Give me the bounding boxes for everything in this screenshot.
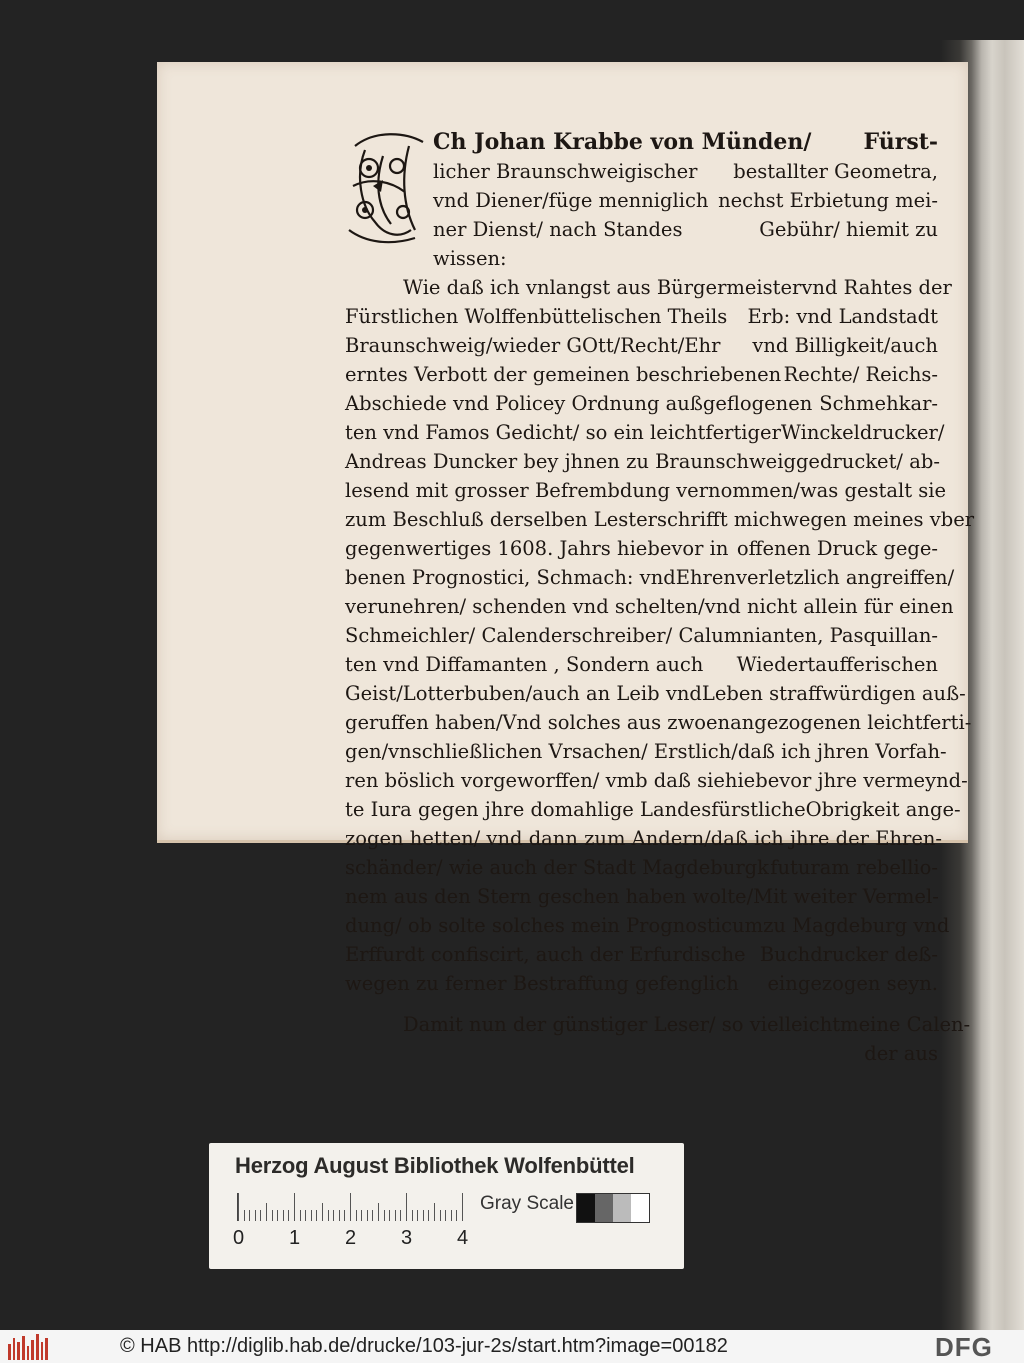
ruler-tick xyxy=(451,1210,452,1221)
ruler-tick xyxy=(272,1210,273,1221)
ruler-tick xyxy=(333,1210,334,1221)
ruler-tick xyxy=(428,1210,429,1221)
text-line xyxy=(345,621,938,650)
text-line xyxy=(345,302,938,331)
text-segment: Rechte/ Reichs- xyxy=(783,363,938,386)
text-segment: Mit weiter Vermel- xyxy=(753,885,939,908)
text-segment: wissen: xyxy=(433,247,507,270)
text-segment: Braunschweig/wieder GOtt/Recht/Ehr xyxy=(345,334,721,357)
text-segment: wegen zu ferner Bestraffung gefenglich xyxy=(345,972,739,995)
text-line xyxy=(345,679,966,708)
ruler-tick xyxy=(372,1210,373,1221)
ruler-tick xyxy=(384,1210,385,1221)
ruler-tick xyxy=(417,1210,418,1221)
text-segment: vnd nicht allein für einen xyxy=(704,595,954,618)
ruler-tick xyxy=(294,1193,295,1221)
closing-paragraph xyxy=(345,1010,971,1068)
logo-bar xyxy=(13,1338,16,1360)
library-label xyxy=(209,1143,684,1269)
text-segment: bestallter Geometra, xyxy=(733,160,938,183)
text-segment: wegen meines vber xyxy=(782,508,975,531)
copyright-link[interactable]: © HAB http://diglib.hab.de/drucke/103-jur-2s/start.htm?image=00182 xyxy=(120,1335,728,1357)
book-edge xyxy=(960,40,1024,1330)
text-segment: gedrucket/ ab- xyxy=(795,450,940,473)
ruler-tick xyxy=(339,1210,340,1221)
ruler-tick xyxy=(395,1210,396,1221)
text-segment: Calumnianten, Pasquillan- xyxy=(678,624,938,647)
text-segment: Abschiede vnd Policey Ordnung außgeflogenen xyxy=(345,392,813,415)
logo-bar xyxy=(31,1340,34,1360)
text-segment: verunehren/ schenden vnd schelten/ xyxy=(345,595,705,618)
text-segment: Geist/Lotterbuben/auch an Leib vnd xyxy=(345,682,702,705)
text-segment: hiebevor jhre vermeynd- xyxy=(724,769,968,792)
library-title: Herzog August Bibliothek Wolfenbüttel xyxy=(235,1153,635,1178)
text-segment: Ehrenverletzlich angreiffen/ xyxy=(675,566,955,589)
text-segment: lesend mit grosser Befrembdung vernommen/ xyxy=(345,479,800,502)
text-line xyxy=(345,563,955,592)
text-segment: vnd Diener/füge menniglich xyxy=(433,189,709,212)
text-segment: vnd Rahtes der xyxy=(801,276,952,299)
ruler-tick xyxy=(283,1210,284,1221)
text-segment: Schmehkar- xyxy=(819,392,938,415)
text-line xyxy=(345,766,968,795)
ruler-tick xyxy=(311,1210,312,1221)
text-line xyxy=(345,389,938,418)
ruler-tick xyxy=(445,1210,446,1221)
logo-bar xyxy=(45,1338,48,1360)
text-line xyxy=(345,505,975,534)
ruler-tick xyxy=(305,1210,306,1221)
text-segment: Obrigkeit ange- xyxy=(805,798,961,821)
text-segment: offenen Druck gege- xyxy=(736,537,938,560)
ruler-tick xyxy=(249,1210,250,1221)
text-segment: Winckeldrucker/ xyxy=(780,421,945,444)
text-line xyxy=(345,476,947,505)
text-segment: Gebühr/ hiemit zu xyxy=(759,218,938,241)
text-segment: Damit nun der günstiger Leser/ so vielleicht xyxy=(403,1013,841,1036)
ruler-tick xyxy=(260,1210,261,1221)
text-segment: futuram rebellio- xyxy=(770,856,938,879)
ruler-tick xyxy=(367,1210,368,1221)
text-line xyxy=(345,795,961,824)
ruler-tick xyxy=(288,1210,289,1221)
ruler-tick xyxy=(389,1210,390,1221)
text-line xyxy=(403,1010,971,1039)
text-line xyxy=(345,911,950,940)
ruler-tick xyxy=(400,1210,401,1221)
ruler-number: 3 xyxy=(401,1227,413,1249)
ruler-number: 2 xyxy=(345,1227,357,1249)
text-segment: dung/ ob solte solches mein Prognosticum xyxy=(345,914,764,937)
ruler-tick xyxy=(412,1210,413,1221)
opening-paragraph xyxy=(433,128,938,273)
text-line xyxy=(433,186,938,215)
ruler-tick xyxy=(266,1203,267,1221)
text-line xyxy=(433,157,938,186)
swatch-light xyxy=(613,1194,631,1222)
ruler-number: 0 xyxy=(233,1227,245,1249)
ruler-tick xyxy=(300,1210,301,1221)
text-line xyxy=(345,331,938,360)
text-line xyxy=(345,418,945,447)
swatch-gray xyxy=(595,1194,613,1222)
text-segment: was gestalt sie xyxy=(799,479,947,502)
text-line xyxy=(345,940,938,969)
ruler-tick xyxy=(361,1210,362,1221)
ruler-tick xyxy=(238,1193,239,1221)
text-segment: te Iura gegen jhre domahlige Landesfürstliche xyxy=(345,798,806,821)
text-segment: ten vnd Diffamanten , Sondern auch xyxy=(345,653,704,676)
ruler-tick xyxy=(316,1210,317,1221)
text-segment: erntes Verbott der gemeinen beschriebenen xyxy=(345,363,782,386)
document-text xyxy=(345,128,975,1068)
ruler-tick xyxy=(277,1210,278,1221)
text-segment: Wiedertaufferischen xyxy=(736,653,938,676)
text-segment: licher Braunschweigischer xyxy=(433,160,698,183)
ruler-tick xyxy=(406,1193,407,1221)
dfg-logo[interactable]: DFG xyxy=(935,1332,993,1362)
swatch-black xyxy=(577,1194,595,1222)
text-line xyxy=(403,273,952,302)
ruler-tick xyxy=(434,1203,435,1221)
text-line xyxy=(345,360,938,389)
text-segment: Wie daß ich vnlangst aus Bürgermeister xyxy=(403,276,802,299)
text-segment: Erb: vnd Landstadt xyxy=(747,305,938,328)
ruler-tick xyxy=(344,1210,345,1221)
text-segment: angezogenen leichtferti- xyxy=(730,711,972,734)
logo-bar xyxy=(41,1342,44,1360)
logo-bar xyxy=(8,1344,11,1360)
catchword-line xyxy=(345,1039,938,1068)
text-segment: ner Dienst/ nach Standes xyxy=(433,218,683,241)
logo-bar xyxy=(36,1334,39,1360)
text-segment: zogen hetten/ vnd dann zum Andern/ xyxy=(345,827,711,850)
text-segment: zu Magdeburg vnd xyxy=(763,914,950,937)
ruler-tick xyxy=(423,1210,424,1221)
ruler-tick xyxy=(328,1210,329,1221)
text-line xyxy=(345,447,938,476)
ruler-tick xyxy=(322,1203,323,1221)
text-segment: ten vnd Famos Gedicht/ so ein leichtfertiger xyxy=(345,421,781,444)
footer-bar xyxy=(0,1330,1024,1363)
grayscale-swatches xyxy=(576,1193,650,1223)
ruler-tick xyxy=(255,1210,256,1221)
text-segment: zum Beschluß derselben Lesterschrifft mich xyxy=(345,508,783,531)
text-line xyxy=(345,824,943,853)
text-line xyxy=(345,853,938,882)
text-segment: nechst Erbietung mei- xyxy=(718,189,938,212)
text-segment: Fürstlichen Wolffenbüttelischen Theils xyxy=(345,305,728,328)
logo-bar xyxy=(22,1336,25,1360)
text-segment: eingezogen seyn. xyxy=(767,972,938,995)
text-segment: daß ich jhren Vorfah- xyxy=(737,740,947,763)
text-segment: benen Prognostici, Schmach: vnd xyxy=(345,566,676,589)
ruler-number: 1 xyxy=(289,1227,301,1249)
logo-bar xyxy=(17,1342,20,1360)
text-segment: geruffen haben/Vnd solches aus zwoen xyxy=(345,711,731,734)
text-line xyxy=(433,128,938,157)
ruler-tick xyxy=(378,1203,379,1221)
grayscale-label: Gray Scale xyxy=(480,1193,574,1214)
ruler-tick xyxy=(462,1193,463,1221)
text-segment: meine Calen- xyxy=(840,1013,971,1036)
text-segment: Fürst- xyxy=(863,129,938,155)
text-segment: Buchdrucker deß- xyxy=(759,943,938,966)
text-line xyxy=(345,708,972,737)
text-segment: Leben straffwürdigen auß- xyxy=(701,682,966,705)
ruler-tick xyxy=(244,1210,245,1221)
text-line xyxy=(345,244,938,273)
text-line xyxy=(345,737,947,766)
ruler-tick xyxy=(350,1193,351,1221)
ruler-tick xyxy=(440,1210,441,1221)
text-line xyxy=(345,969,938,998)
text-line xyxy=(345,534,938,563)
scale-ruler xyxy=(237,1193,466,1221)
text-segment: gen/vnschließlichen Vrsachen/ Erstlich/ xyxy=(345,740,738,763)
text-segment: schänder/ wie auch der Stadt Magdeburgk xyxy=(345,856,769,879)
catchword: der aus xyxy=(864,1042,938,1065)
text-segment: gegenwertiges 1608. Jahrs hiebevor in xyxy=(345,537,729,560)
text-segment: Andreas Duncker bey jhnen zu Braunschweig xyxy=(345,450,796,473)
text-line xyxy=(433,215,938,244)
text-line xyxy=(345,592,954,621)
text-segment: daß ich jhre der Ehren- xyxy=(710,827,943,850)
body-paragraph xyxy=(345,273,975,998)
ruler-tick xyxy=(456,1210,457,1221)
swatch-white xyxy=(631,1194,649,1222)
text-segment: ren böslich vorgeworffen/ vmb daß sie xyxy=(345,769,725,792)
text-segment: Erffurdt confiscirt, auch der Erfurdische xyxy=(345,943,746,966)
text-segment: vnd Billigkeit/auch xyxy=(752,334,938,357)
logo-bar xyxy=(27,1346,30,1360)
hab-logo-icon[interactable] xyxy=(8,1334,48,1360)
text-segment: nem aus den Stern geschen haben wolte/ xyxy=(345,885,754,908)
text-line xyxy=(345,882,938,911)
text-line xyxy=(345,650,938,679)
ruler-number: 4 xyxy=(457,1227,469,1249)
text-segment: Ch Johan Krabbe von Münden/ xyxy=(433,129,812,155)
ruler-tick xyxy=(356,1210,357,1221)
text-segment: Schmeichler/ Calenderschreiber/ xyxy=(345,624,673,647)
